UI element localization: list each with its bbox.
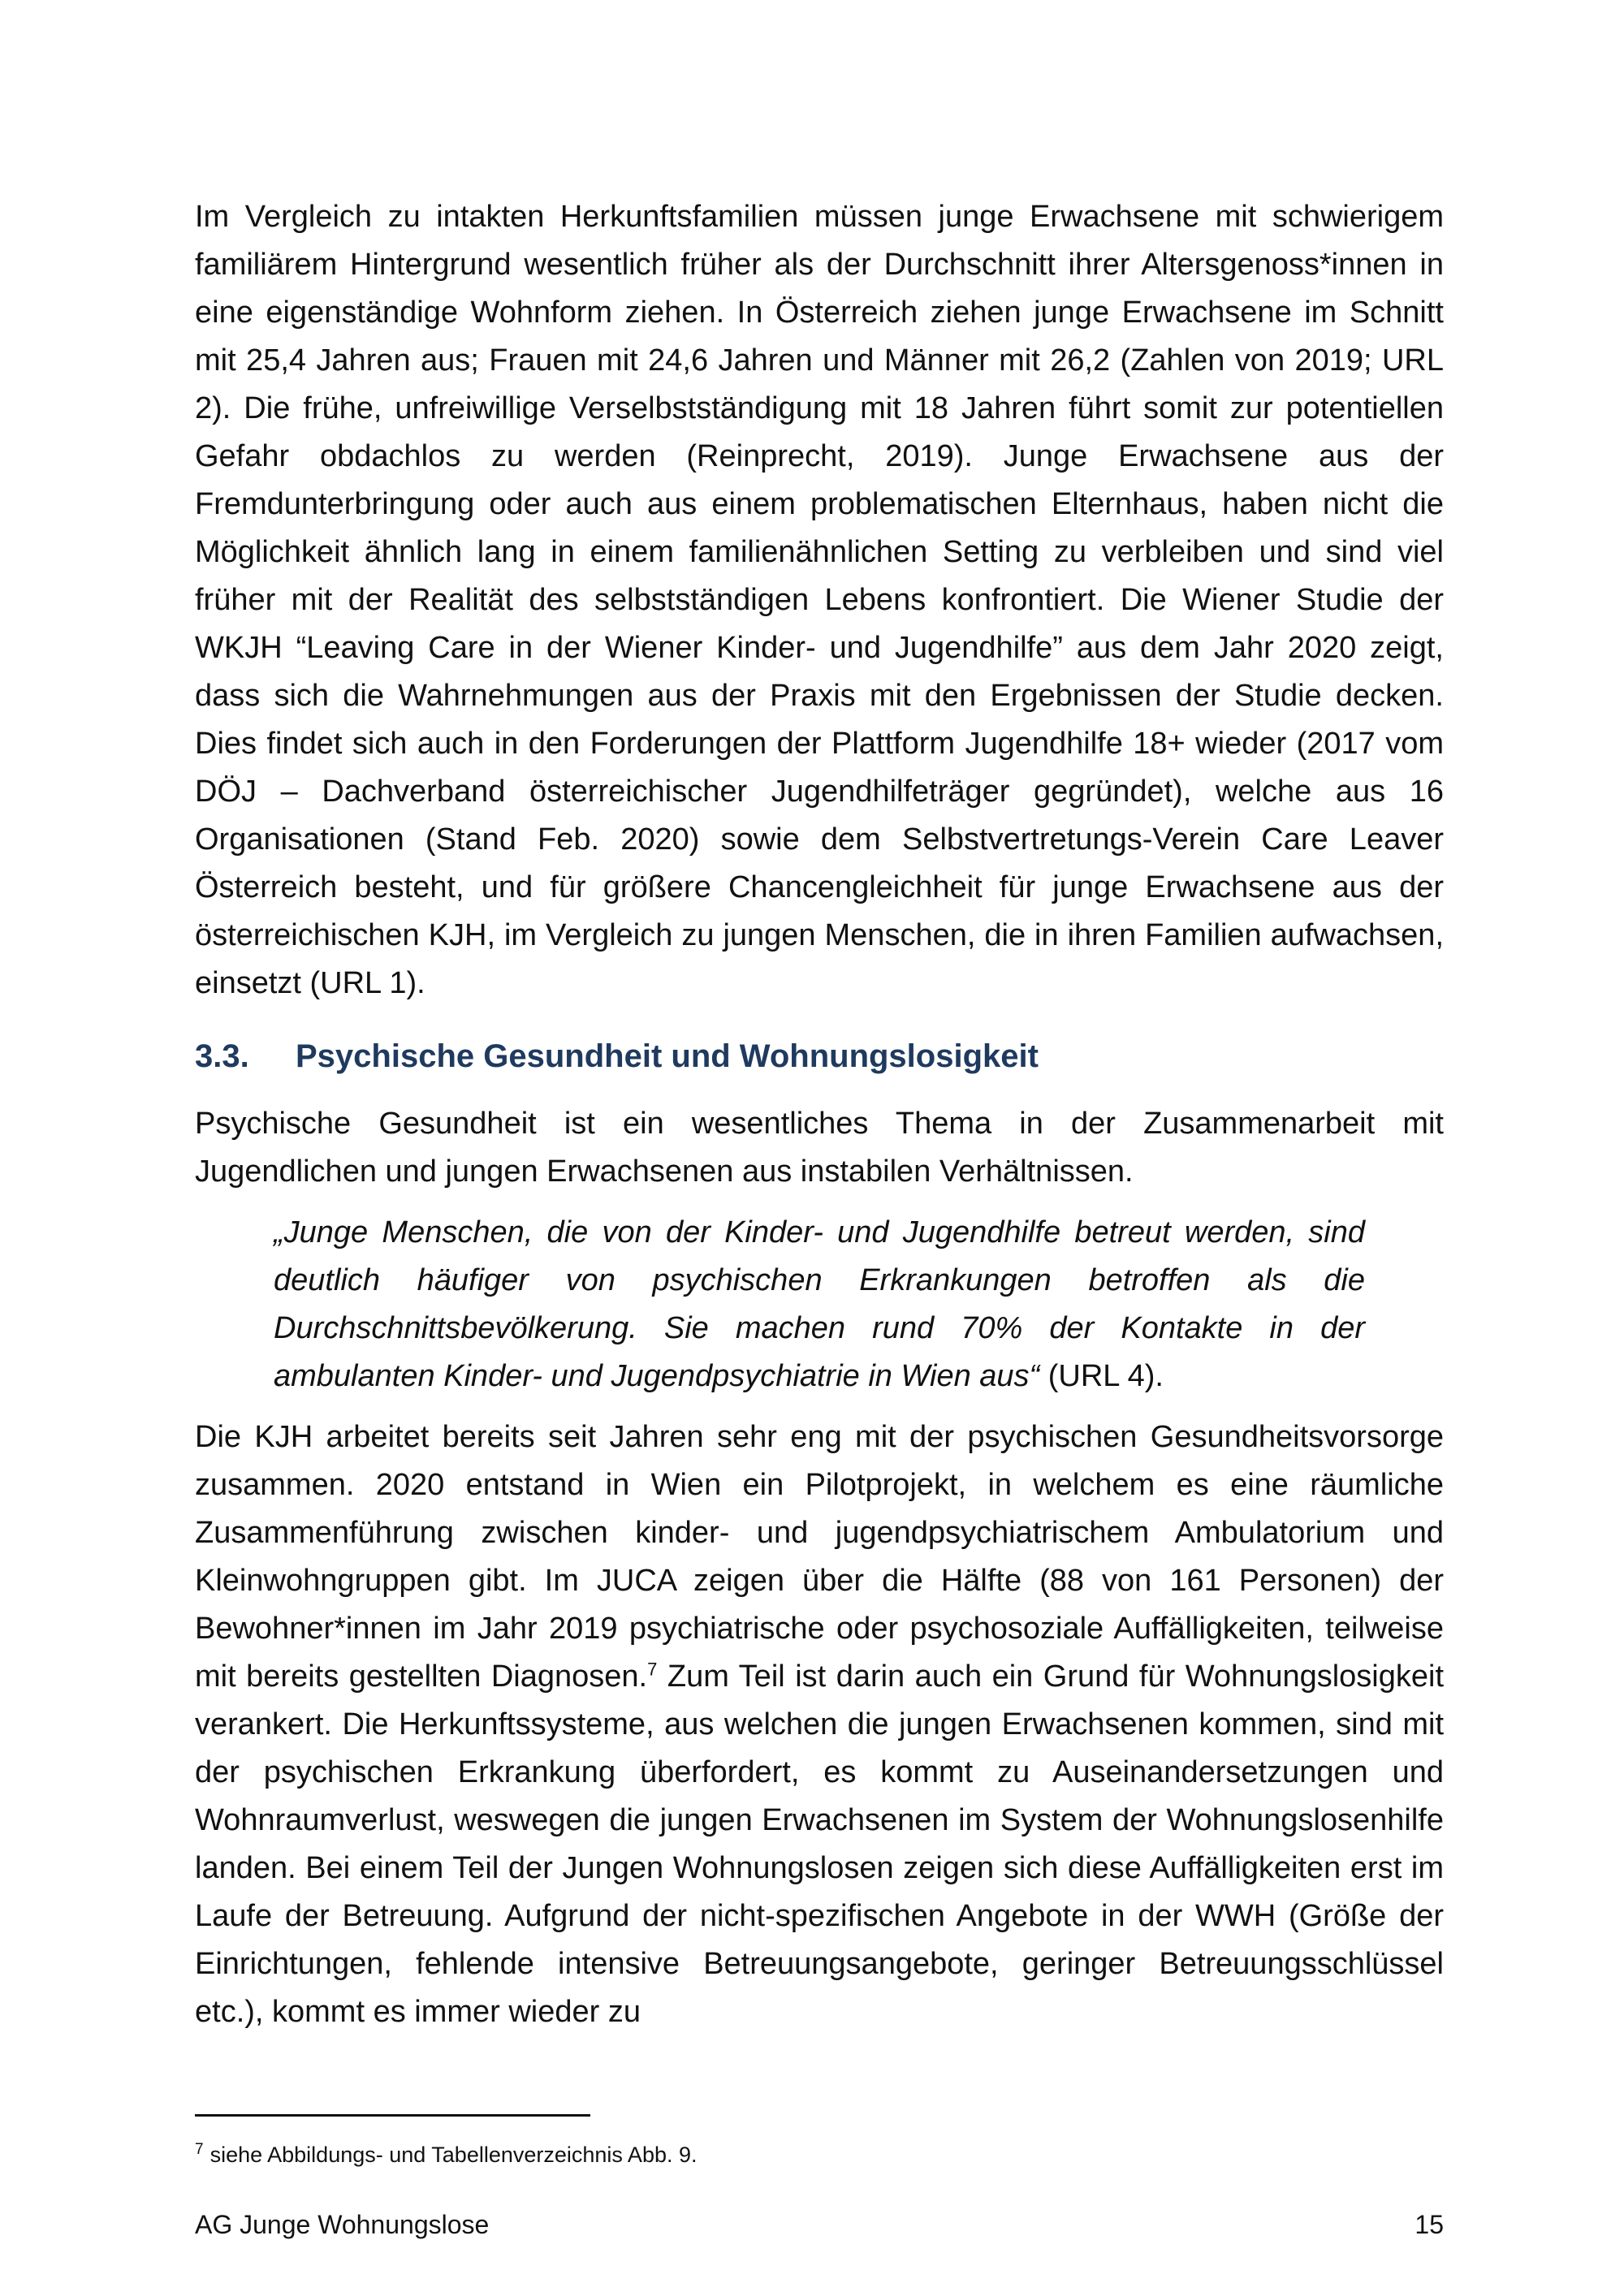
footer-title: AG Junge Wohnungslose <box>195 2210 490 2239</box>
section-number: 3.3. <box>195 1038 249 1074</box>
paragraph-kjh-part-a: Die KJH arbeitet bereits seit Jahren sehr eng mit der psychischen Gesundheitsvorsorge zusammen. 2020 entstand in Wien ein Pilotprojekt, in welchem es eine räumliche Zusammenführung zwischen kinder- und jugendpsychiatrischem Ambulatorium und Kleinwohngruppen gibt. Im JUCA zeigen über die Hälfte (88 von 161 Personen) der Bewohner*innen im Jahr 2019 psychiatrische oder psychosoziale Auffälligkeiten, teilweise mit bereits gestellten Diagnosen. <box>195 1420 1444 1694</box>
page-number: 15 <box>1415 2210 1444 2239</box>
footnote-number: 7 <box>195 2141 204 2158</box>
main-content <box>195 193 1444 2036</box>
footnote-text: siehe Abbildungs- und Tabellenverzeichnis Abb. 9. <box>209 2143 698 2167</box>
footnote-reference[interactable]: 7 <box>647 1659 658 1680</box>
paragraph-kjh-part-b: Zum Teil ist darin auch ein Grund für Wohnungslosigkeit verankert. Die Herkunftssysteme, aus welchen die jungen Erwachsenen kommen, sind mit der psychischen Erkrankung überfordert, es kommt zu Auseinandersetzungen und Wohnraumverlust, weswegen die jungen Erwachsenen im System der Wohnungslosenhilfe landen. Bei einem Teil der Jungen Wohnungslosen zeigen sich diese Auffälligkeiten erst im Laufe der Betreuung. Aufgrund der nicht-spezifischen Angebote in der WWH (Größe der Einrichtungen, fehlende intensive Betreuungsangebote, geringer Betreuungsschlüssel etc.), kommt es immer wieder zu <box>195 1659 1445 2029</box>
section-heading <box>195 1032 1444 1081</box>
footnote <box>195 2134 698 2171</box>
quote-source: (URL 4). <box>1039 1359 1164 1393</box>
quote-text: „Junge Menschen, die von der Kinder- und Jugendhilfe betreut werden, sind deutlich häufiger von psychischen Erkrankungen betroffen als die Durchschnittsbevölkerung. Sie machen rund 70% der Kontakte in der ambulanten Kinder- und Jugendpsychiatrie in Wien aus“ <box>274 1215 1365 1393</box>
footnote-divider <box>195 2114 590 2117</box>
block-quote <box>274 1209 1365 1400</box>
section-title: Psychische Gesundheit und Wohnungslosigkeit <box>296 1038 1039 1074</box>
paragraph-mental-health-intro: Psychische Gesundheit ist ein wesentliches Thema in der Zusammenarbeit mit Jugendlichen und jungen Erwachsenen aus instabilen Verhältnissen. <box>195 1107 1444 1189</box>
paragraph-leaving-care: Im Vergleich zu intakten Herkunftsfamilien müssen junge Erwachsene mit schwierigem familiärem Hintergrund wesentlich früher als der Durchschnitt ihrer Altersgenoss*innen in eine eigenständige Wohnform ziehen. In Österreich ziehen junge Erwachsene im Schnitt mit 25,4 Jahren aus; Frauen mit 24,6 Jahren und Männer mit 26,2 (Zahlen von 2019; URL 2). Die frühe, unfreiwillige Verselbstständigung mit 18 Jahren führt somit zur potentiellen Gefahr obdachlos zu werden (Reinprecht, 2019). Junge Erwachsene aus der Fremdunterbringung oder auch aus einem problematischen Elternhaus, haben nicht die Möglichkeit ähnlich lang in einem familienähnlichen Setting zu verbleiben und sind viel früher mit der Realität des selbstständigen Lebens konfrontiert. Die Wiener Studie der WKJH “Leaving Care in der Wiener Kinder- und Jugendhilfe” aus dem Jahr 2020 zeigt, dass sich die Wahrnehmungen aus der Praxis mit den Ergebnissen der Studie decken. Dies findet sich auch in den Forderungen der Plattform Jugendhilfe 18+ wieder (2017 vom DÖJ – Dachverband österreichischer Jugendhilfeträger gegründet), welche aus 16 Organisationen (Stand Feb. 2020) sowie dem Selbstvertretungs-Verein Care Leaver Österreich besteht, und für größere Chancengleichheit für junge Erwachsene aus der österreichischen KJH, im Vergleich zu jungen Menschen, die in ihren Familien aufwachsen, einsetzt (URL 1). <box>195 200 1444 1000</box>
paragraph-kjh-cooperation <box>195 1413 1444 2036</box>
